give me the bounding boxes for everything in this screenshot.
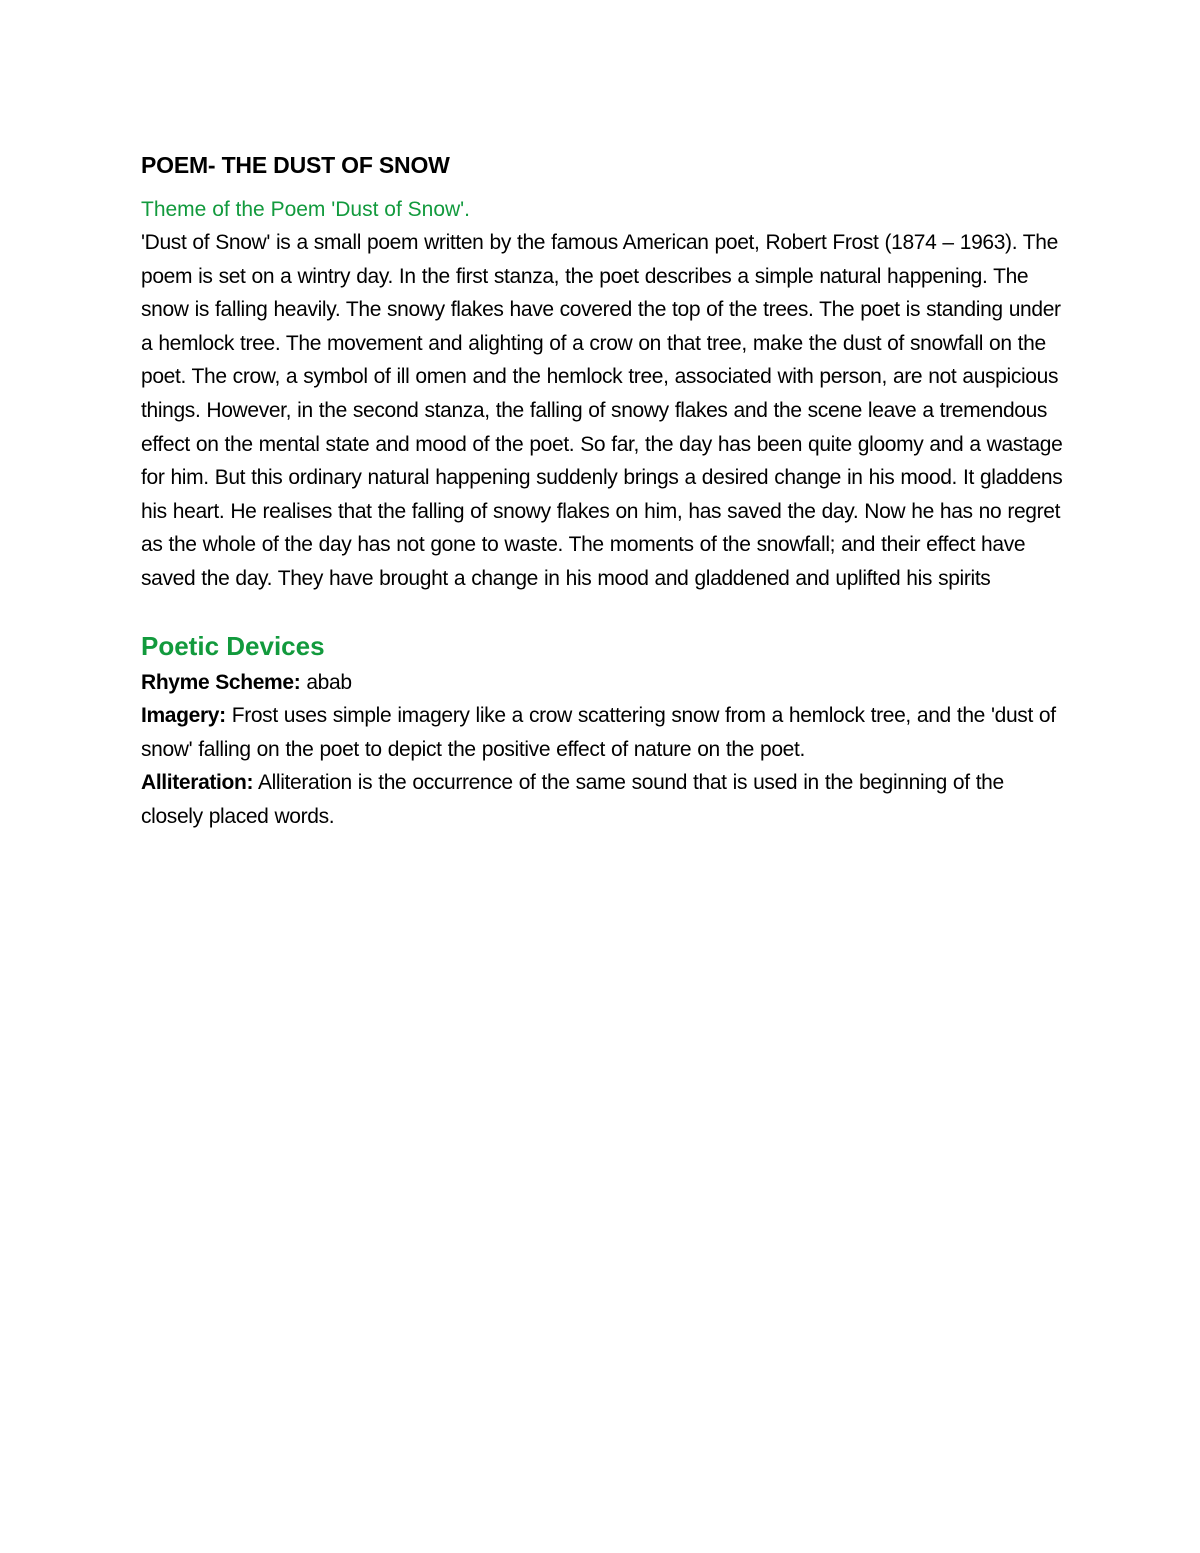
device-alliteration	[141, 766, 1066, 833]
device-text: Alliteration is the occurrence of the same sound that is used in the beginning of the closely placed words.	[141, 771, 1004, 828]
device-label: Alliteration:	[141, 771, 254, 795]
document-title: POEM- THE DUST OF SNOW	[141, 152, 450, 178]
theme-paragraph: 'Dust of Snow' is a small poem written by the famous American poet, Robert Frost (1874 – 1963). The poem is set on a wintry day. In the first stanza, the poet describes a simple natural happening. The snow is falling heavily. The snowy flakes have covered the top of the trees. The poet is standing under a hemlock tree. The movement and alighting of a crow on that tree, make the dust of snowfall on the poet. The crow, a symbol of ill omen and the hemlock tree, associated with person, are not auspicious things. However, in the second stanza, the falling of snowy flakes and the scene leave a tremendous effect on the mental state and mood of the poet. So far, the day has been quite gloomy and a wastage for him. But this ordinary natural happening suddenly brings a desired change in his mood. It gladdens his heart. He realises that the falling of snowy flakes on him, has saved the day. Now he has no regret as the whole of the day has not gone to waste. The moments of the snowfall; and their effect have saved the day. They have brought a change in his mood and gladdened and uplifted his spirits	[141, 231, 1063, 590]
device-label: Rhyme Scheme:	[141, 670, 301, 694]
document-page	[141, 148, 1066, 834]
device-text: Frost uses simple imagery like a crow scattering snow from a hemlock tree, and the 'dust of snow' falling on the poet to depict the positive effect of nature on the poet.	[141, 704, 1056, 761]
poetic-devices-heading: Poetic Devices	[141, 630, 325, 661]
device-imagery	[141, 699, 1066, 766]
device-text: abab	[300, 670, 352, 694]
device-rhyme-scheme	[141, 666, 1066, 700]
device-label: Imagery:	[141, 704, 226, 728]
theme-heading: Theme of the Poem 'Dust of Snow'.	[141, 198, 471, 221]
